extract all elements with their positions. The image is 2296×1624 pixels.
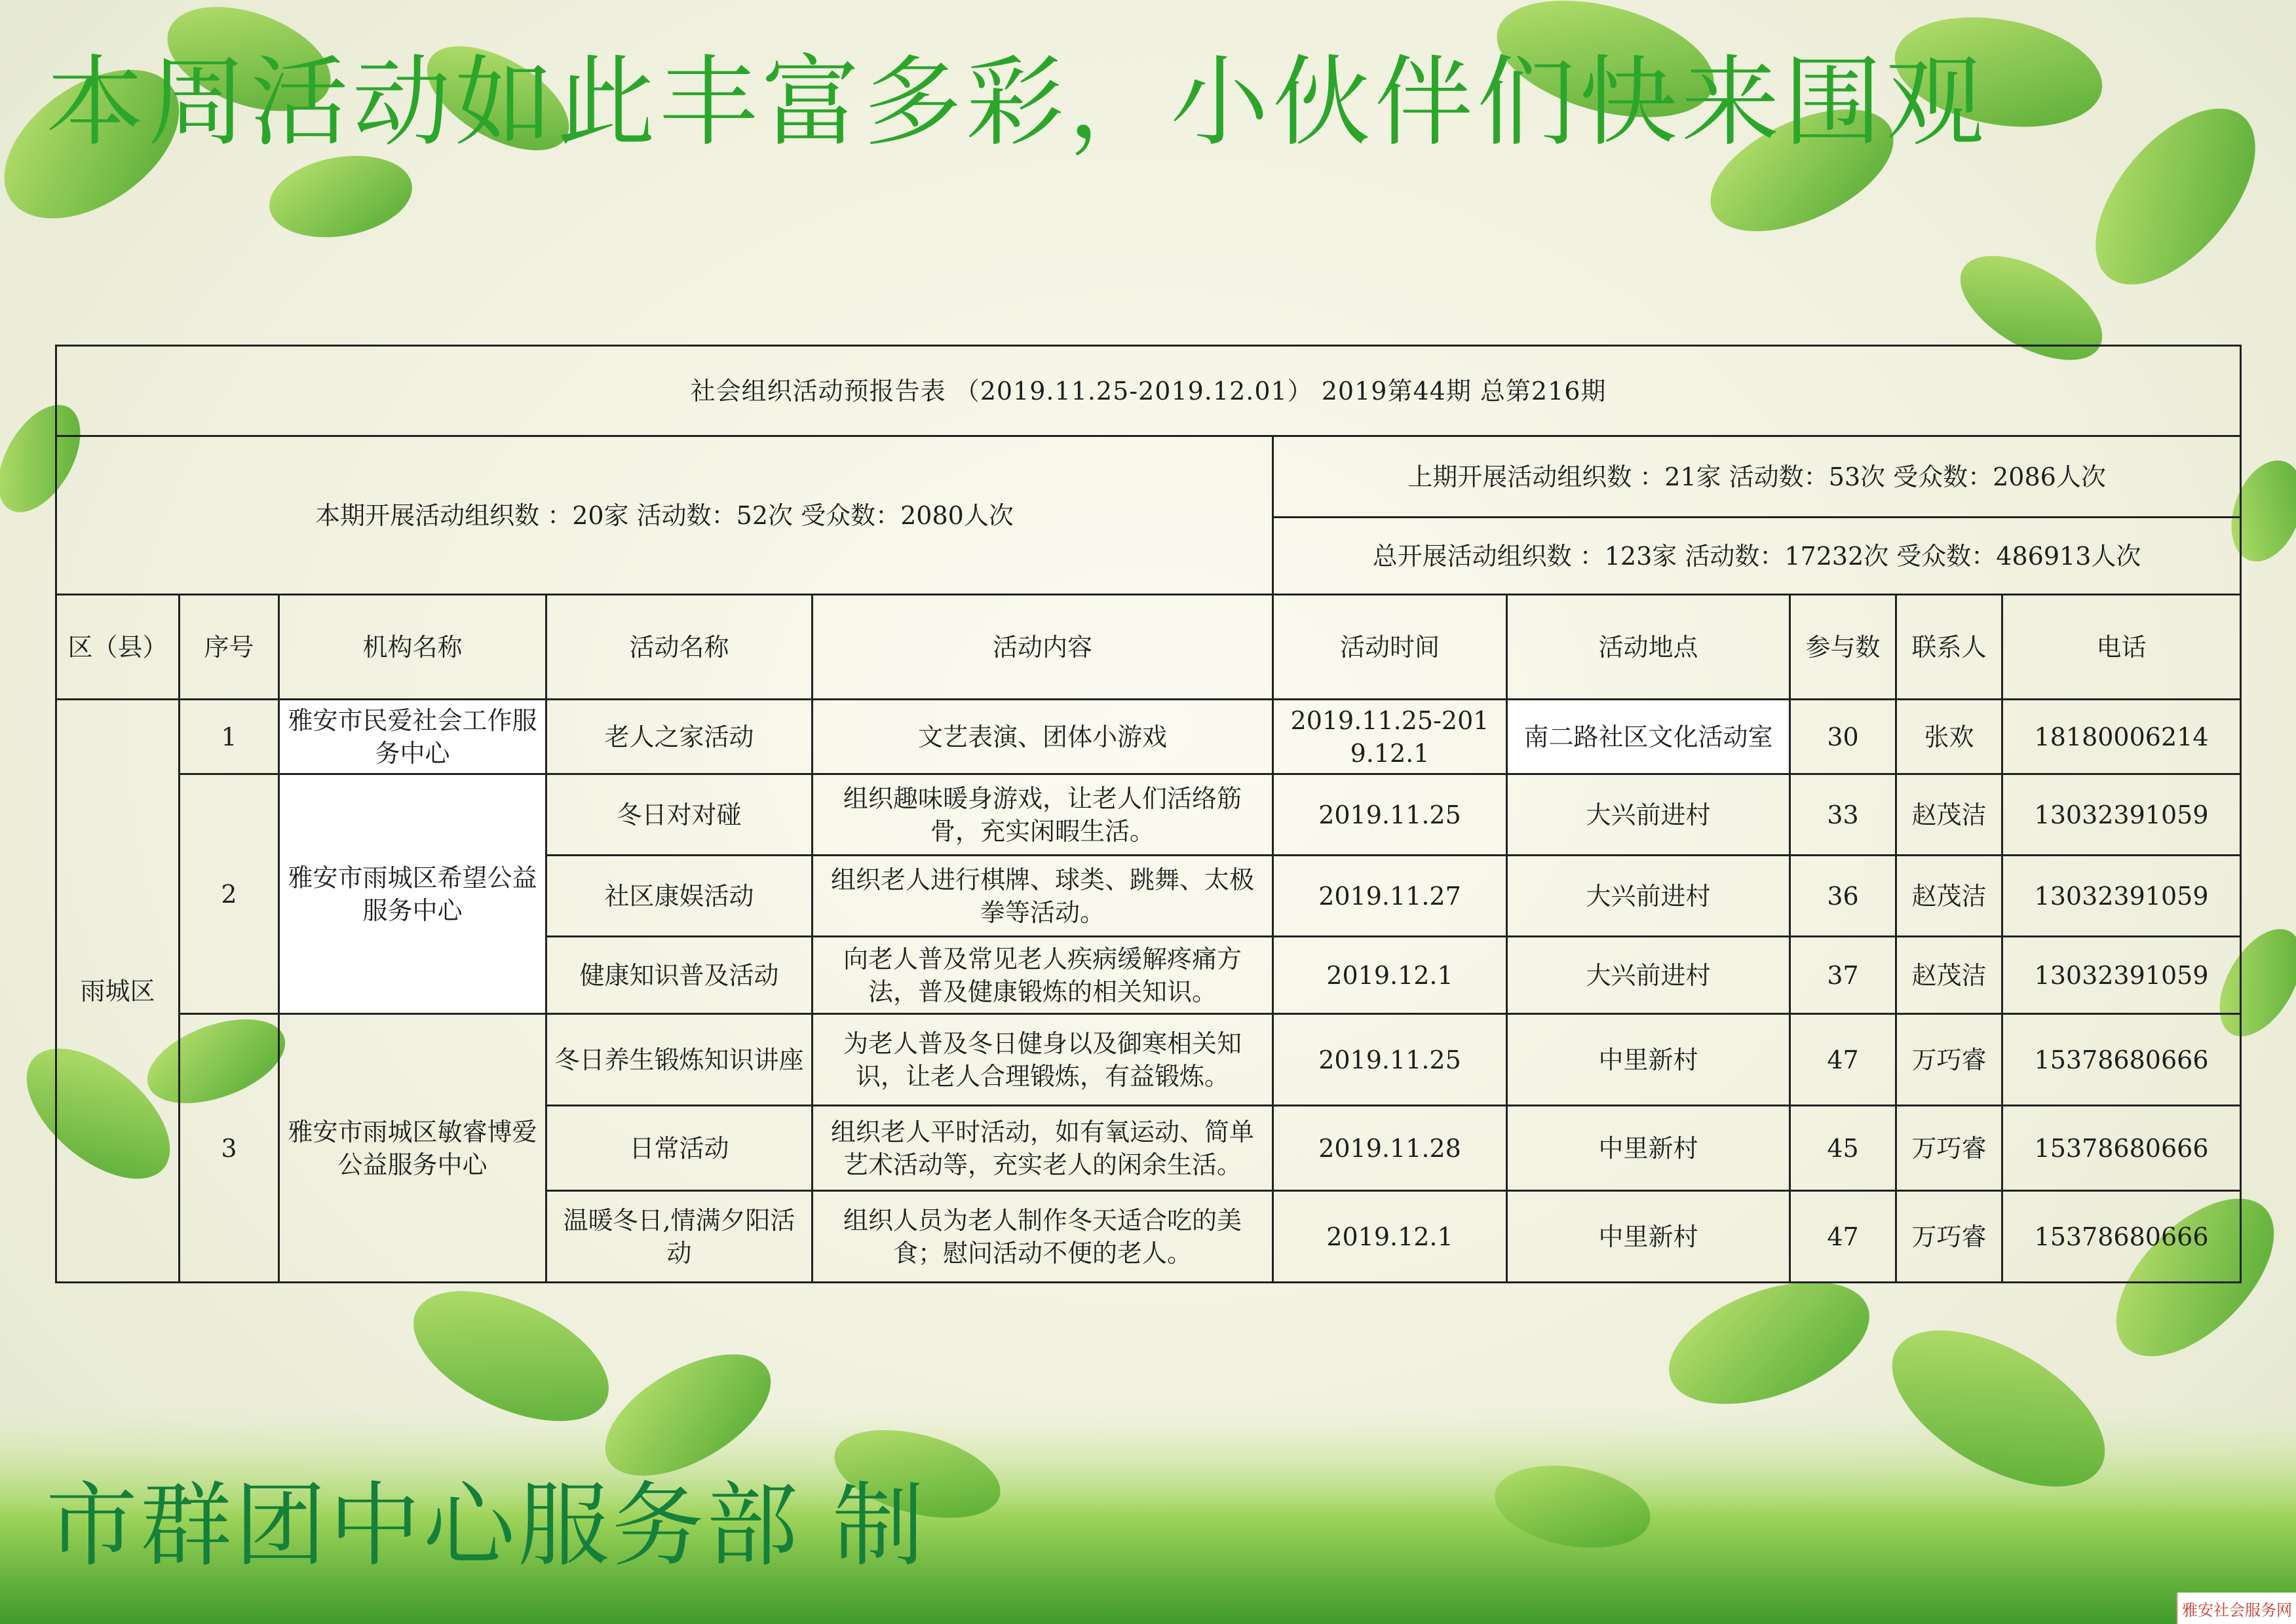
- activity-cell: 社区康娱活动: [546, 856, 813, 937]
- seq-cell: 2: [180, 774, 279, 1014]
- header-district: 区（县）: [56, 595, 180, 700]
- content-cell: 组织老人进行棋牌、球类、跳舞、太极拳等活动。: [813, 856, 1273, 937]
- phone-cell: 18180006214: [2002, 700, 2241, 774]
- contact-cell: 万巧睿: [1896, 1106, 2002, 1191]
- header-phone: 电话: [2002, 595, 2241, 700]
- activity-cell: 温暖冬日,情满夕阳活动: [546, 1191, 813, 1283]
- contact-cell: 张欢: [1896, 700, 2002, 774]
- content-cell: 组织人员为老人制作冬天适合吃的美食；慰问活动不便的老人。: [813, 1191, 1273, 1283]
- time-cell: 2019.12.1: [1273, 937, 1507, 1014]
- report-title: 社会组织活动预报告表 （2019.11.25-2019.12.01） 2019第44期 总第216期: [56, 346, 2241, 436]
- place-cell: 大兴前进村: [1507, 937, 1790, 1014]
- district-cell: 雨城区: [56, 700, 180, 1283]
- count-cell: 45: [1790, 1106, 1896, 1191]
- org-cell: 雅安市民爱社会工作服务中心: [279, 700, 546, 774]
- header-org: 机构名称: [279, 595, 546, 700]
- org-cell: 雅安市雨城区希望公益服务中心: [279, 774, 546, 1014]
- current-period-summary: 本期开展活动组织数 ：20家 活动数：52次 受众数：2080人次: [56, 436, 1273, 595]
- activity-cell: 冬日养生锻炼知识讲座: [546, 1014, 813, 1106]
- activity-cell: 健康知识普及活动: [546, 937, 813, 1014]
- place-cell: 中里新村: [1507, 1191, 1790, 1283]
- phone-cell: 13032391059: [2002, 774, 2241, 856]
- previous-period-summary: 上期开展活动组织数 ：21家 活动数：53次 受众数：2086人次: [1273, 436, 2241, 518]
- watermark-logo: [2177, 1593, 2296, 1624]
- time-cell: 2019.11.25-2019.12.1: [1273, 700, 1507, 774]
- seq-cell: 3: [180, 1014, 279, 1283]
- phone-cell: 15378680666: [2002, 1106, 2241, 1191]
- phone-cell: 13032391059: [2002, 856, 2241, 937]
- phone-cell: 13032391059: [2002, 937, 2241, 1014]
- table-header-row: [56, 595, 2241, 700]
- count-cell: 36: [1790, 856, 1896, 937]
- total-summary: 总开展活动组织数 ：123家 活动数：17232次 受众数：486913人次: [1273, 518, 2241, 595]
- seq-cell: 1: [180, 700, 279, 774]
- activity-cell: 日常活动: [546, 1106, 813, 1191]
- content-cell: 组织老人平时活动，如有氧运动、简单艺术活动等，充实老人的闲余生活。: [813, 1106, 1273, 1191]
- time-cell: 2019.12.1: [1273, 1191, 1507, 1283]
- header-place: 活动地点: [1507, 595, 1790, 700]
- place-cell: 中里新村: [1507, 1014, 1790, 1106]
- time-cell: 2019.11.28: [1273, 1106, 1507, 1191]
- place-cell: 大兴前进村: [1507, 774, 1790, 856]
- count-cell: 37: [1790, 937, 1896, 1014]
- activity-cell: 老人之家活动: [546, 700, 813, 774]
- header-activity: 活动名称: [546, 595, 813, 700]
- time-cell: 2019.11.25: [1273, 1014, 1507, 1106]
- activity-cell: 冬日对对碰: [546, 774, 813, 856]
- org-cell: 雅安市雨城区敏睿博爱公益服务中心: [279, 1014, 546, 1283]
- count-cell: 33: [1790, 774, 1896, 856]
- header-time: 活动时间: [1273, 595, 1507, 700]
- watermark-text: 雅安社会服务网: [2182, 1600, 2292, 1619]
- activity-report-table: [55, 345, 2242, 1283]
- phone-cell: 15378680666: [2002, 1191, 2241, 1283]
- contact-cell: 赵茂洁: [1896, 774, 2002, 856]
- footer-credit: 市群团中心服务部 制: [46, 1473, 927, 1579]
- contact-cell: 赵茂洁: [1896, 937, 2002, 1014]
- table-row: [56, 1014, 2241, 1106]
- table-row: [56, 774, 2241, 856]
- contact-cell: 万巧睿: [1896, 1191, 2002, 1283]
- count-cell: 30: [1790, 700, 1896, 774]
- page-headline: 本周活动如此丰富多彩，小伙伴们快来围观: [46, 46, 1989, 160]
- content-cell: 向老人普及常见老人疾病缓解疼痛方法，普及健康锻炼的相关知识。: [813, 937, 1273, 1014]
- count-cell: 47: [1790, 1014, 1896, 1106]
- table-row: [56, 700, 2241, 774]
- count-cell: 47: [1790, 1191, 1896, 1283]
- header-contact: 联系人: [1896, 595, 2002, 700]
- place-cell: 大兴前进村: [1507, 856, 1790, 937]
- contact-cell: 赵茂洁: [1896, 856, 2002, 937]
- time-cell: 2019.11.27: [1273, 856, 1507, 937]
- phone-cell: 15378680666: [2002, 1014, 2241, 1106]
- contact-cell: 万巧睿: [1896, 1014, 2002, 1106]
- content-cell: 为老人普及冬日健身以及御寒相关知识，让老人合理锻炼，有益锻炼。: [813, 1014, 1273, 1106]
- place-cell: 中里新村: [1507, 1106, 1790, 1191]
- content-cell: 组织趣味暖身游戏，让老人们活络筋骨，充实闲暇生活。: [813, 774, 1273, 856]
- header-content: 活动内容: [813, 595, 1273, 700]
- content-cell: 文艺表演、团体小游戏: [813, 700, 1273, 774]
- header-seq: 序号: [180, 595, 279, 700]
- place-cell: 南二路社区文化活动室: [1507, 700, 1790, 774]
- header-count: 参与数: [1790, 595, 1896, 700]
- time-cell: 2019.11.25: [1273, 774, 1507, 856]
